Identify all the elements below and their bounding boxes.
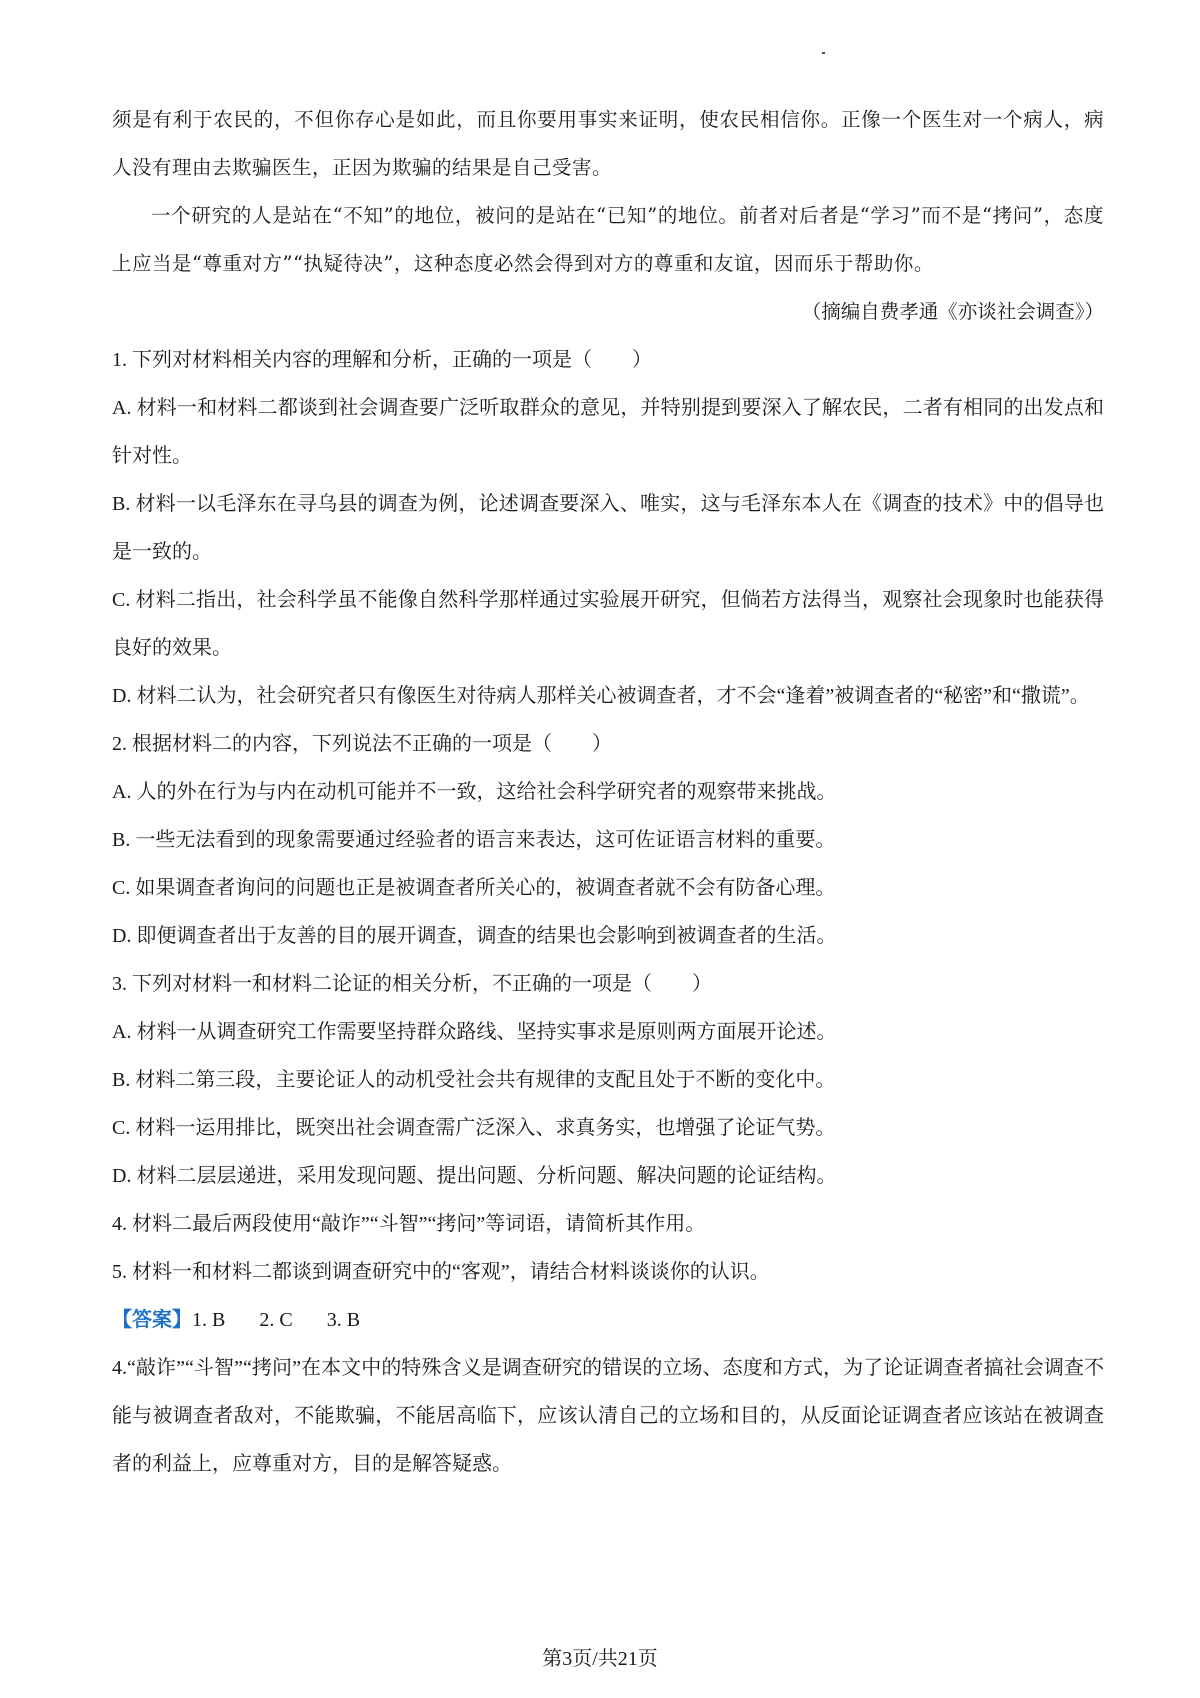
answer-4-explanation: 4.“敲诈”“斗智”“拷问”在本文中的特殊含义是调查研究的错误的立场、态度和方式，为了论证调查者搞社会调查不能与被调查者敌对，不能欺骗，不能居高临下，应该认清自己的立场和目的，从反面论证调查者应该站在被调查者的利益上，应尊重对方，目的是解答疑惑。 [112, 1357, 1104, 1475]
answer-1: 1. B [192, 1309, 226, 1331]
option-a: A. 材料一从调查研究工作需要坚持群众路线、坚持实事求是原则两方面展开论述。 [112, 1021, 837, 1043]
option-c: C. 材料二指出，社会科学虽不能像自然科学那样通过实验展开研究，但倘若方法得当，观察社会现象时也能获得良好的效果。 [112, 589, 1104, 659]
scan-dot [822, 52, 825, 54]
passage-paragraph-2: 一个研究的人是站在“不知”的地位，被问的是站在“已知”的地位。前者对后者是“学习”而不是“拷问”，态度上应当是“尊重对方”“执疑待决”，这种态度必然会得到对方的尊重和友谊，因而乐于帮助你。 [112, 204, 1104, 275]
question-stem: 2. 根据材料二的内容，下列说法不正确的一项是（ ） [112, 733, 612, 755]
question-5: 5. 材料一和材料二都谈到调查研究中的“客观”，请结合材料谈谈你的认识。 [112, 1261, 770, 1283]
answer-label: 【答案】 [112, 1309, 192, 1331]
question-stem: 3. 下列对材料一和材料二论证的相关分析，不正确的一项是（ ） [112, 973, 712, 995]
answer-2: 2. C [259, 1309, 293, 1331]
option-a: A. 人的外在行为与内在动机可能并不一致，这给社会科学研究者的观察带来挑战。 [112, 781, 837, 803]
page-footer: 第3页/共21页 [542, 1648, 658, 1670]
passage-paragraph-1: 须是有利于农民的，不但你存心是如此，而且你要用事实来证明，使农民相信你。正像一个医生对一个病人，病人没有理由去欺骗医生，正因为欺骗的结果是自己受害。 [112, 108, 1104, 179]
option-b: B. 材料一以毛泽东在寻乌县的调查为例，论述调查要深入、唯实，这与毛泽东本人在《调查的技术》中的倡导也是一致的。 [112, 493, 1104, 563]
option-d: D. 材料二认为，社会研究者只有像医生对待病人那样关心被调查者，才不会“逢着”被调查者的“秘密”和“撒谎”。 [112, 685, 1090, 707]
option-b: B. 材料二第三段，主要论证人的动机受社会共有规律的支配且处于不断的变化中。 [112, 1069, 836, 1091]
option-c: C. 材料一运用排比，既突出社会调查需广泛深入、求真务实，也增强了论证气势。 [112, 1117, 836, 1139]
question-stem: 1. 下列对材料相关内容的理解和分析，正确的一项是（ ） [112, 349, 652, 371]
answer-key [112, 1296, 1104, 1344]
passage-source: （摘编自费孝通《亦谈社会调查》） [801, 300, 1104, 323]
option-d: D. 即便调查者出于友善的目的展开调查，调查的结果也会影响到被调查者的生活。 [112, 925, 837, 947]
page-content [112, 96, 1104, 1488]
question-4: 4. 材料二最后两段使用“敲诈”“斗智”“拷问”等词语，请简析其作用。 [112, 1213, 706, 1235]
option-b: B. 一些无法看到的现象需要通过经验者的语言来表达，这可佐证语言材料的重要。 [112, 829, 836, 851]
option-d: D. 材料二层层递进，采用发现问题、提出问题、分析问题、解决问题的论证结构。 [112, 1165, 837, 1187]
answer-3: 3. B [326, 1309, 361, 1331]
question-1 [112, 336, 1104, 720]
option-c: C. 如果调查者询问的问题也正是被调查者所关心的，被调查者就不会有防备心理。 [112, 877, 836, 899]
question-2 [112, 720, 1104, 960]
question-3 [112, 960, 1104, 1200]
option-a: A. 材料一和材料二都谈到社会调查要广泛听取群众的意见，并特别提到要深入了解农民，二者有相同的出发点和针对性。 [112, 397, 1104, 467]
